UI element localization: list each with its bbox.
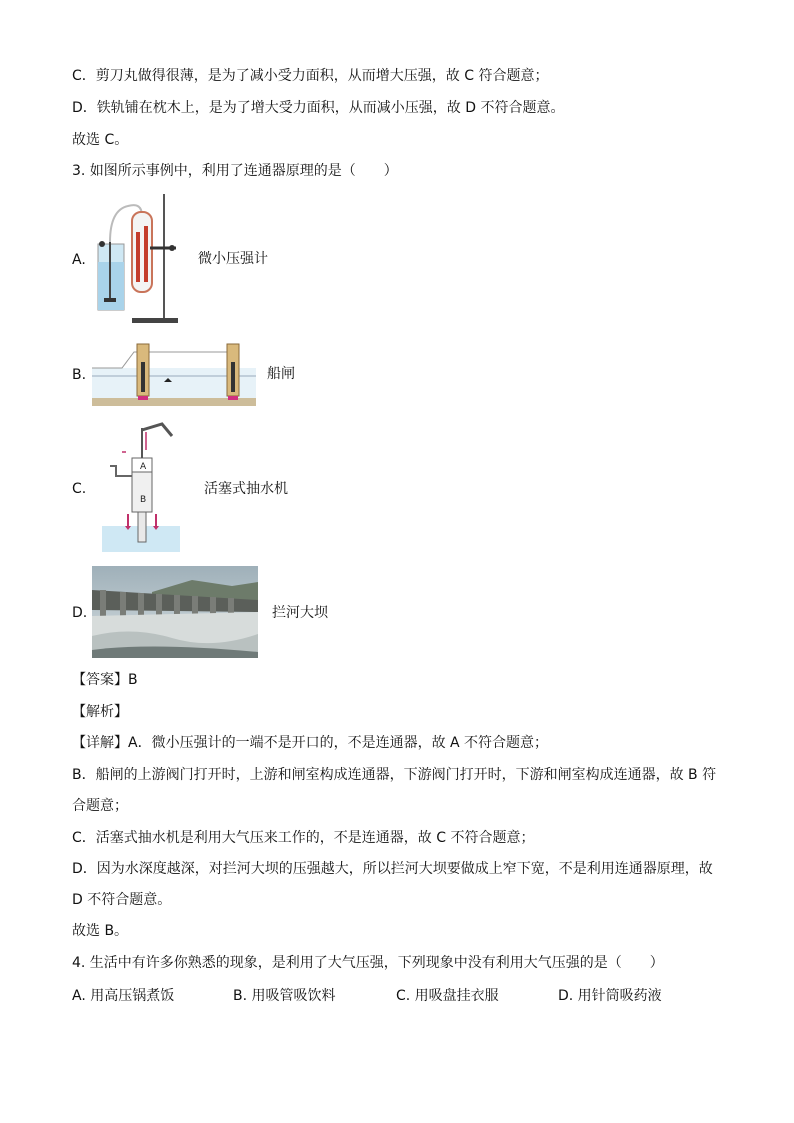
q3-answer: 【答案】B — [72, 672, 138, 688]
q3-detail-line: C．活塞式抽水机是利用大气压来工作的，不是连通器，故 C 不符合题意； — [72, 830, 535, 846]
q3-option-b-caption: 船闸 — [267, 366, 295, 382]
prev-choose: 故选 C。 — [72, 132, 129, 148]
q3-detail-line: D．因为水深度越深，对拦河大坝的压强越大，所以拦河大坝要做成上窄下宽，不是利用连通器原理，故 — [72, 861, 713, 877]
q4-option-a: A. 用高压锅煮饭 — [72, 988, 175, 1004]
ship-lock-figure — [92, 340, 256, 406]
valve-label-b: B — [140, 495, 147, 505]
q3-option-d-caption: 拦河大坝 — [272, 605, 328, 621]
q3-option-a-letter: A. — [72, 252, 86, 268]
q3-detail-line: B．船闸的上游阀门打开时，上游和闸室构成连通器，下游阀门打开时，下游和闸室构成连通器，故 B 符 — [72, 767, 717, 783]
q3-analysis-heading: 【解析】 — [72, 704, 128, 720]
q3-option-b-letter: B. — [72, 367, 87, 383]
prev-option-c: C．剪刀丸做得很薄，是为了减小受力面积，从而增大压强，故 C 符合题意； — [72, 68, 549, 84]
piston-pump-figure — [102, 422, 182, 552]
q3-stem: 3. 如图所示事例中，利用了连通器原理的是（ ） — [72, 163, 398, 179]
q3-detail-line: 【详解】A．微小压强计的一端不是开口的，不是连通器，故 A 不符合题意； — [72, 735, 549, 751]
q4-option-b: B. 用吸管吸饮料 — [233, 988, 336, 1004]
prev-option-d: D．铁轨铺在枕木上，是为了增大受力面积，从而减小压强，故 D 不符合题意。 — [72, 100, 565, 116]
q3-detail-line: D 不符合题意。 — [72, 892, 172, 908]
q3-option-c-caption: 活塞式抽水机 — [204, 481, 288, 497]
q4-stem: 4. 生活中有许多你熟悉的现象，是利用了大气压强，下列现象中没有利用大气压强的是（ ） — [72, 955, 664, 971]
q4-option-c: C. 用吸盘挂衣服 — [396, 988, 499, 1004]
dam-photo — [92, 566, 258, 658]
q3-option-c-letter: C. — [72, 481, 87, 497]
q4-option-d: D. 用针筒吸药液 — [558, 988, 662, 1004]
manometer-figure — [88, 192, 184, 328]
q3-option-d-letter: D. — [72, 605, 88, 621]
q3-choose: 故选 B。 — [72, 923, 129, 939]
q3-detail-line: 合题意； — [72, 798, 128, 814]
piston-label-a: A — [140, 462, 147, 472]
q3-option-a-caption: 微小压强计 — [198, 251, 268, 267]
